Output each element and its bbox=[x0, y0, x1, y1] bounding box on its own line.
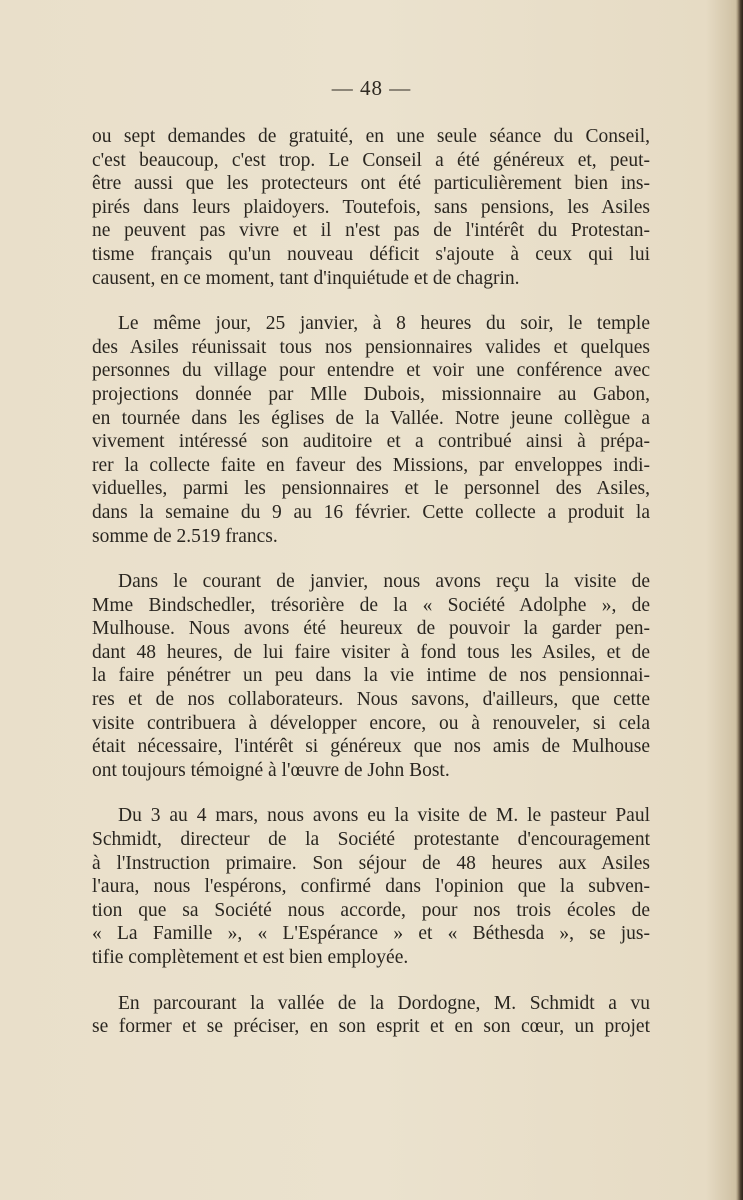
text-line: dans la semaine du 9 au 16 février. Cette collecte a produit la bbox=[92, 501, 650, 523]
text-line: en tournée dans les églises de la Vallée. Notre jeune collègue a bbox=[92, 407, 650, 429]
text-line: personnes du village pour entendre et voir une conférence avec bbox=[92, 360, 650, 382]
page-spine-shadow bbox=[737, 0, 743, 1200]
paragraph-1 bbox=[92, 125, 650, 290]
paragraph-5 bbox=[92, 992, 650, 1039]
text-line: projections donnée par Mlle Dubois, missionnaire au Gabon, bbox=[92, 383, 650, 405]
body-text bbox=[92, 125, 650, 1061]
text-line: ne peuvent pas vivre et il n'est pas de l'intérêt du Protestan- bbox=[92, 220, 650, 242]
text-line: des Asiles réunissait tous nos pensionnaires valides et quelques bbox=[92, 336, 650, 358]
text-line: somme de 2.519 francs. bbox=[92, 525, 278, 547]
text-line: tion que sa Société nous accorde, pour nos trois écoles de bbox=[92, 899, 650, 921]
text-line: Du 3 au 4 mars, nous avons eu la visite de M. le pasteur Paul bbox=[118, 805, 650, 827]
paragraph-4 bbox=[92, 804, 650, 969]
text-line: visite contribuera à développer encore, ou à renouveler, si cela bbox=[92, 712, 650, 734]
text-line: vivement intéressé son auditoire et a contribué ainsi à prépa- bbox=[92, 431, 650, 453]
text-line: ont toujours témoigné à l'œuvre de John Bost. bbox=[92, 759, 450, 781]
text-line: En parcourant la vallée de la Dordogne, M. Schmidt a vu bbox=[118, 992, 650, 1014]
text-line: Dans le courant de janvier, nous avons reçu la visite de bbox=[118, 571, 650, 593]
paragraph-2 bbox=[92, 312, 650, 548]
text-line: tifie complètement et est bien employée. bbox=[92, 947, 409, 968]
text-line: Mme Bindschedler, trésorière de la « Société Adolphe », de bbox=[92, 594, 650, 616]
text-line: Schmidt, directeur de la Société protestante d'encouragement bbox=[92, 829, 650, 851]
text-line: était nécessaire, l'intérêt si généreux que nos amis de Mulhouse bbox=[92, 736, 650, 758]
text-line: tisme français qu'un nouveau déficit s'ajoute à ceux qui lui bbox=[92, 243, 650, 265]
text-line: à l'Instruction primaire. Son séjour de 48 heures aux Asiles bbox=[92, 852, 650, 874]
page-number: — 48 — bbox=[331, 76, 412, 100]
text-line: c'est beaucoup, c'est trop. Le Conseil a été généreux et, peut- bbox=[92, 149, 650, 171]
text-line: « La Famille », « L'Espérance » et « Béthesda », se jus- bbox=[92, 923, 650, 945]
text-line: se former et se préciser, en son esprit et en son cœur, un projet bbox=[92, 1016, 650, 1038]
text-line: la faire pénétrer un peu dans la vie intime de nos pensionnai- bbox=[92, 665, 650, 687]
paragraph-3 bbox=[92, 570, 650, 782]
text-line: causent, en ce moment, tant d'inquiétude et de chagrin. bbox=[92, 267, 520, 289]
text-line: Mulhouse. Nous avons été heureux de pouvoir la garder pen- bbox=[92, 618, 650, 640]
text-line: res et de nos collaborateurs. Nous savons, d'ailleurs, que cette bbox=[92, 689, 650, 711]
text-line: pirés dans leurs plaidoyers. Toutefois, sans pensions, les Asiles bbox=[92, 196, 650, 218]
text-line: rer la collecte faite en faveur des Missions, par enveloppes indi- bbox=[92, 454, 650, 476]
text-line: viduelles, parmi les pensionnaires et le personnel des Asiles, bbox=[92, 478, 650, 500]
text-line: Le même jour, 25 janvier, à 8 heures du soir, le temple bbox=[118, 313, 650, 335]
text-line: dant 48 heures, de lui faire visiter à fond tous les Asiles, et de bbox=[92, 641, 650, 663]
text-line: ou sept demandes de gratuité, en une seule séance du Conseil, bbox=[92, 126, 650, 147]
text-line: être aussi que les protecteurs ont été particulièrement bien ins- bbox=[92, 173, 650, 195]
text-line: l'aura, nous l'espérons, confirmé dans l'opinion que la subven- bbox=[92, 876, 650, 898]
